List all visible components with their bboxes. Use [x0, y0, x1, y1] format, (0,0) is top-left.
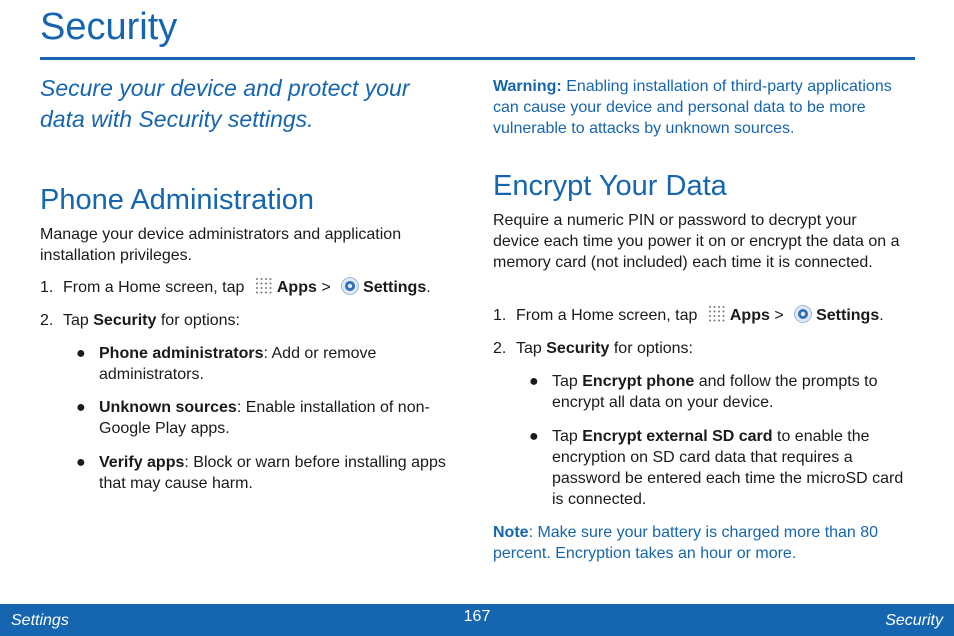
settings-gear-icon [794, 305, 812, 323]
list-item: ● Phone administrators: Add or remove administrators. [76, 345, 377, 383]
bullet-icon: ● [529, 373, 539, 390]
apps-grid-icon [708, 305, 726, 323]
encrypt-description: Require a numeric PIN or password to decrypt your device each time you power it on or encrypt the data on a memory card (not included) each time it is connected. [493, 212, 900, 271]
list-item: ● Unknown sources: Enable installation of non-Google Play apps. [76, 399, 430, 437]
title-divider [40, 57, 915, 60]
apps-grid-icon [255, 277, 273, 295]
bullet-icon: ● [529, 428, 539, 445]
bullet-icon: ● [76, 454, 86, 471]
warning-callout: Warning: Enabling installation of third-party applications can cause your device and personal data to be more vulnerable to attacks by unknown sources. [493, 78, 892, 137]
apps-label: Apps [729, 307, 770, 324]
apps-label: Apps [276, 279, 317, 296]
right-step-2: 2. Tap Security for options: [493, 340, 693, 357]
page-number: 167 [463, 608, 491, 625]
footer-section-right: Security [885, 612, 943, 629]
phone-administration-heading: Phone Administration [40, 184, 315, 216]
bullet-icon: ● [76, 345, 86, 362]
list-item: ● Verify apps: Block or warn before installing apps that may cause harm. [76, 454, 446, 492]
right-step-1: 1. From a Home screen, tap Apps > Settings. [493, 307, 884, 324]
settings-gear-icon [341, 277, 359, 295]
left-step-2: 2. Tap Security for options: [40, 312, 240, 329]
warning-label: Warning: [493, 78, 562, 95]
encrypt-heading: Encrypt Your Data [493, 170, 727, 202]
page-title: Security [40, 6, 178, 48]
list-item: ● Tap Encrypt phone and follow the prompts to encrypt all data on your device. [529, 373, 878, 411]
list-item: ● Tap Encrypt external SD card to enable the encryption on SD card data that requires a password be entered each time the microSD card is connected. [529, 428, 904, 508]
phone-administration-description: Manage your device administrators and application installation privileges. [40, 226, 402, 264]
footer-section-left: Settings [11, 612, 69, 629]
intro-text: Secure your device and protect your data with Security settings. [40, 75, 410, 132]
note-label: Note [493, 524, 529, 541]
page-footer [0, 604, 954, 636]
settings-label: Settings [816, 307, 880, 324]
left-step-1: 1. From a Home screen, tap Apps > Settings. [40, 279, 431, 296]
note-callout: Note: Make sure your battery is charged more than 80 percent. Encryption takes an hour or more. [493, 524, 879, 562]
settings-label: Settings [363, 279, 427, 296]
bullet-icon: ● [76, 399, 86, 416]
